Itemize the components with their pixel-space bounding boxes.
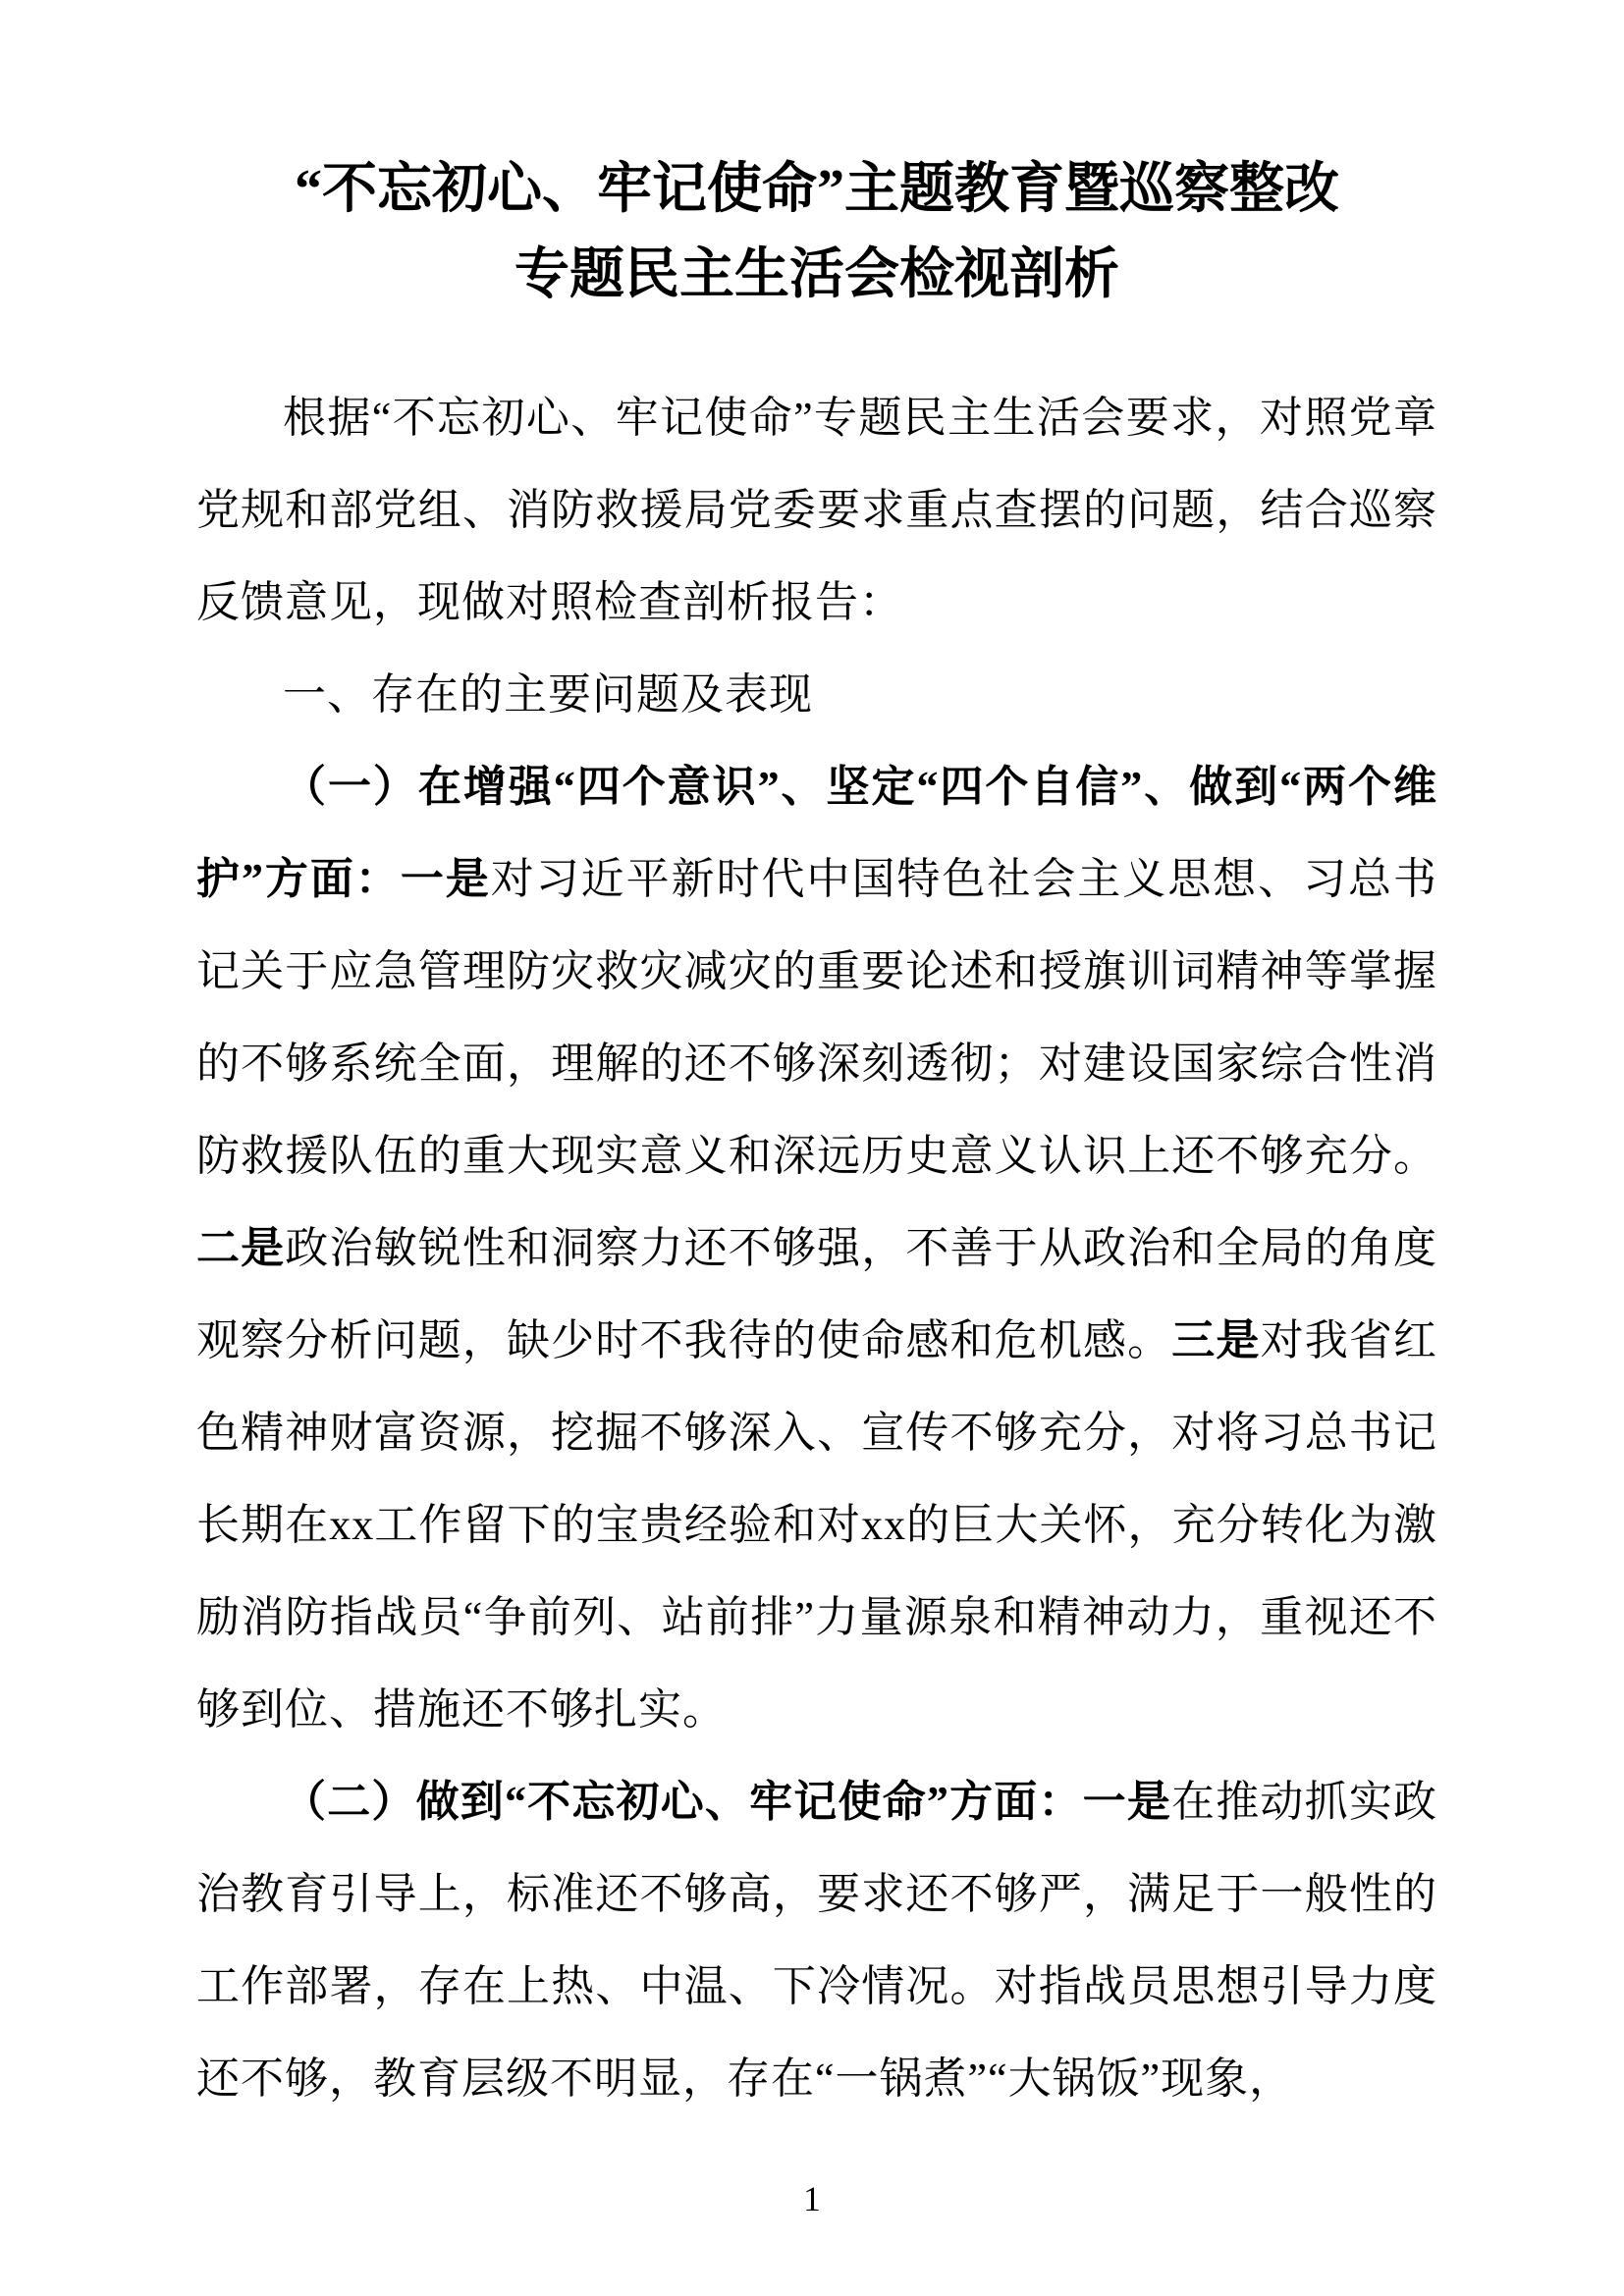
page-number: 1 [803,2179,821,2218]
paragraph [196,649,1437,741]
text-run: 对习近平新时代中国特色社会主义思想、习总书记关于应急管理防灾救灾减灾的重要论述和授旗训词精神等掌握的不够系统全面，理解的还不够深刻透彻；对建设国家综合性消防救援队伍的重大现实意义和深远历史意义认识上还不够充分。 [196,854,1438,1180]
paragraph [196,1756,1437,2125]
bold-text-run: （一）在增强“四个意识”、坚定“四个自信”、做到“两个维护”方面：一是 [196,762,1437,903]
document-title [196,147,1437,318]
bold-text-run: （二）做到“不忘初心、牢记使命”方面：一是 [283,1777,1172,1826]
document-title-line-2: 专题民主生活会检视剖析 [514,243,1119,305]
document-body [196,372,1437,2125]
bold-text-run: 二是 [196,1223,286,1272]
paragraph [196,372,1437,649]
paragraph [196,741,1437,1756]
text-run: 在推动抓实政治教育引导上，标准还不够高，要求还不够严，满足于一般性的工作部署，存在上热、中温、下冷情况。对指战员思想引导力度还不够，教育层级不明显，存在“一锅煮”“大锅饭”现象， [196,1777,1438,2103]
bold-text-run: 三是 [1171,1315,1261,1364]
document-title-line-1: “不忘初心、牢记使命”主题教育暨巡察整改 [295,159,1339,220]
text-run: 政治敏锐性和洞察力还不够强，不善于从政治和全局的角度观察分析问题，缺少时不我待的使命感和危机感。 [196,1223,1437,1364]
text-run: 一、存在的主要问题及表现 [283,669,813,719]
text-run: 对我省红色精神财富资源，挖掘不够深入、宣传不够充分，对将习总书记长期在xx工作留下的宝贵经验和对xx的巨大关怀，充分转化为激励消防指战员“争前列、站前排”力量源泉和精神动力，重视还不够到位、措施还不够扎实。 [196,1315,1438,1734]
text-run: 根据“不忘初心、牢记使命”专题民主生活会要求，对照党章党规和部党组、消防救援局党委要求重点查摆的问题，结合巡察反馈意见，现做对照检查剖析报告： [196,393,1437,626]
